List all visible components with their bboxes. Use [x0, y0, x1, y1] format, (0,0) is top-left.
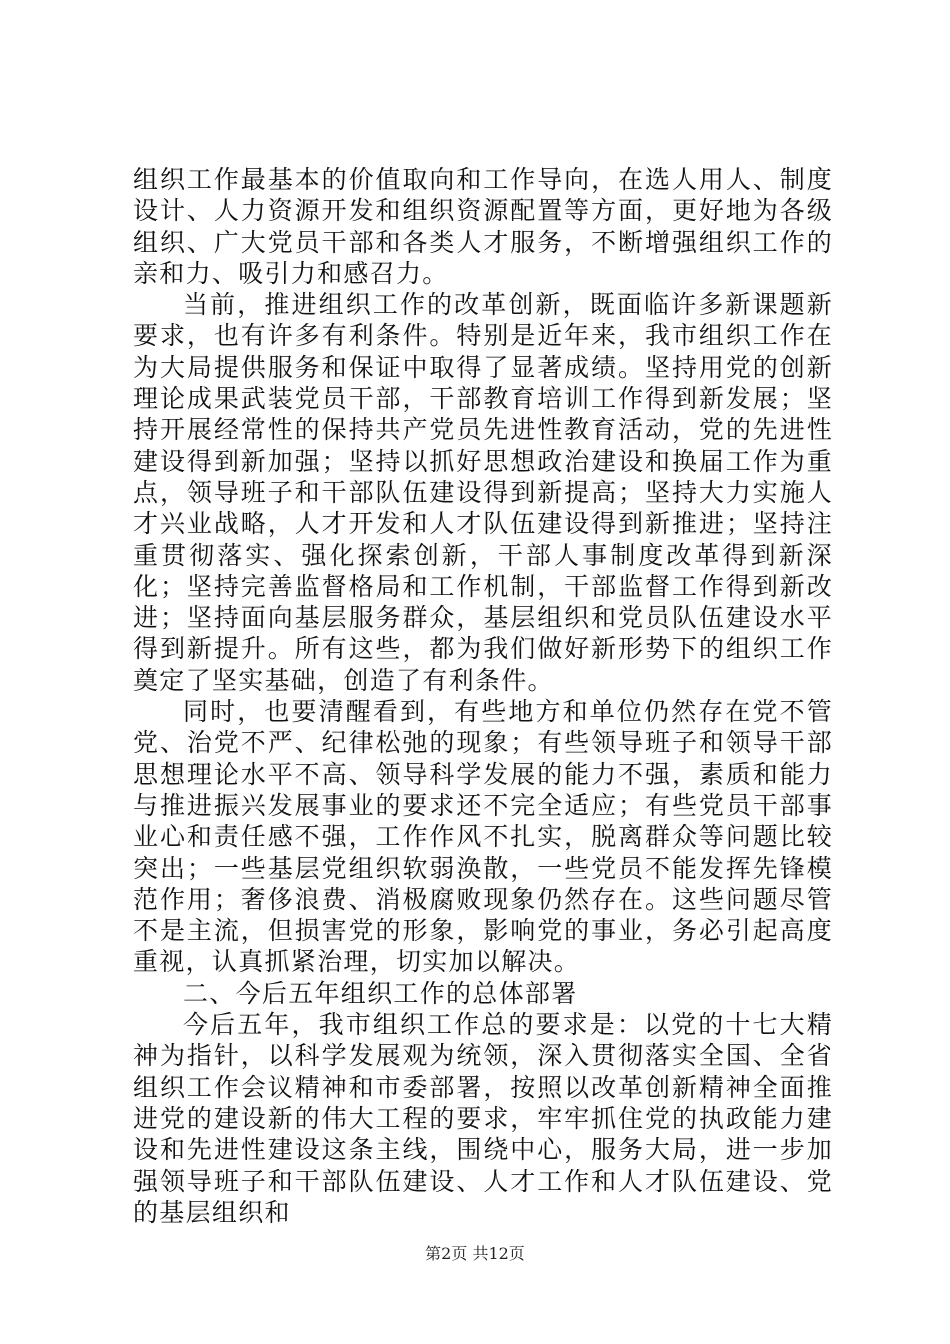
paragraph-problems: 同时，也要清醒看到，有些地方和单位仍然存在党不管党、治党不严、纪律松弛的现象；有些领导班子和领导干部思想理论水平不高、领导科学发展的能力不强，素质和能力与推进振兴发展事业的要求还不完全适应；有些党员干部事业心和责任感不强，工作作风不扎实，脱离群众等问题比较突出；一些基层党组织软弱涣散，一些党员不能发挥先锋模范作用；奢侈浪费、消极腐败现象仍然存在。这些问题尽管不是主流，但损害党的形象，影响党的事业，务必引起高度重视，认真抓紧治理，切实加以解决。 [133, 697, 833, 977]
paragraph-achievements: 当前，推进组织工作的改革创新，既面临许多新课题新要求，也有许多有利条件。特别是近年来，我市组织工作在为大局提供服务和保证中取得了显著成绩。坚持用党的创新理论成果武装党员干部，干部教育培训工作得到新发展；坚持开展经常性的保持共产党员先进性教育活动，党的先进性建设得到新加强；坚持以抓好思想政治建设和换届工作为重点，领导班子和干部队伍建设得到新提高；坚持大力实施人才兴业战略，人才开发和人才队伍建设得到新推进；坚持注重贯彻落实、强化探索创新，干部人事制度改革得到新深化；坚持完善监督格局和工作机制，干部监督工作得到新改进；坚持面向基层服务群众，基层组织和党员队伍建设水平得到新提升。所有这些，都为我们做好新形势下的组织工作奠定了坚实基础，创造了有利条件。 [133, 290, 833, 695]
paragraph-continuation: 组织工作最基本的价值取向和工作导向，在选人用人、制度设计、人力资源开发和组织资源配置等方面，更好地为各级组织、广大党员干部和各类人才服务，不断增强组织工作的亲和力、吸引力和感召力。 [133, 165, 833, 288]
page-number-footer: 第2页 共12页 [425, 1244, 525, 1263]
document-body [133, 164, 833, 1228]
section-heading: 二、今后五年组织工作的总体部署 [183, 978, 578, 1008]
paragraph-requirements: 今后五年，我市组织工作总的要求是：以党的十七大精神为指针，以科学发展观为统领，深入贯彻落实全国、全省组织工作会议精神和市委部署，按照以改革创新精神全面推进党的建设新的伟大工程的要求，牢牢抓住党的执政能力建设和先进性建设这条主线，围绕中心，服务大局，进一步加强领导班子和干部队伍建设、人才工作和人才队伍建设、党的基层组织和 [133, 1010, 833, 1227]
